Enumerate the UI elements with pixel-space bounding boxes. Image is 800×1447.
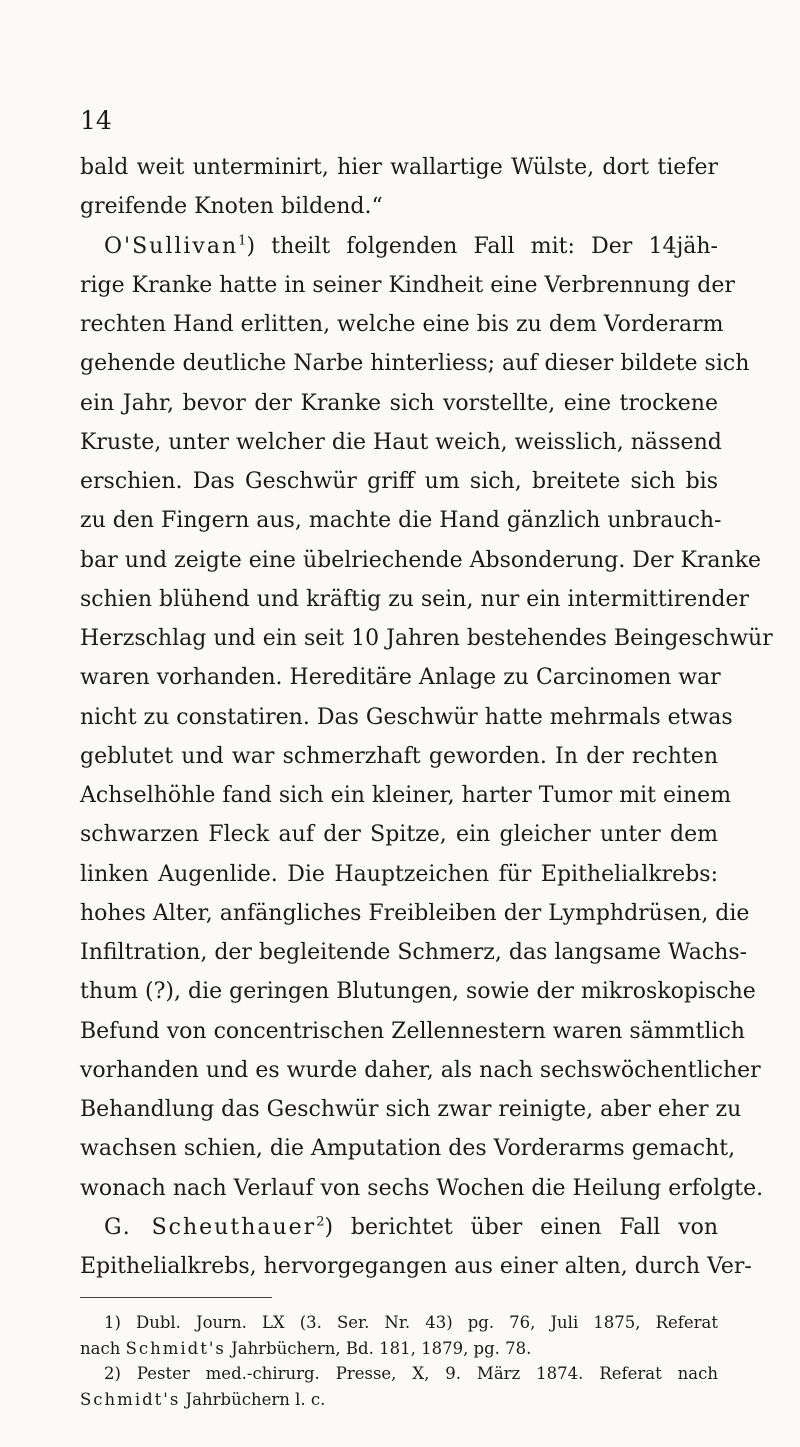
text-line: waren vorhanden. Hereditäre Anlage zu Carcinomen war (80, 665, 721, 691)
page-number: 14 (80, 106, 112, 135)
footnote-line (80, 1336, 718, 1362)
text-line: thum (?), die geringen Blutungen, sowie der mikroskopische (80, 979, 756, 1005)
text-fragment: Jahrbüchern l. c. (180, 1389, 326, 1409)
text-line: nicht zu constatiren. Das Geschwür hatte mehrmals etwas (80, 704, 733, 730)
text-line: Behandlung das Geschwür sich zwar reinigte, aber eher zu (80, 1097, 742, 1122)
author-name: Schmidt's (125, 1338, 226, 1358)
text-fragment: ) theilt folgenden Fall mit: Der 14jäh- (246, 233, 718, 259)
text-line: vorhanden und es wurde daher, als nach sechswöchentlicher (80, 1057, 761, 1083)
text-line: zu den Fingern aus, machte die Hand gänzlich unbrauch- (80, 508, 722, 534)
text-line: erschien. Das Geschwür griff um sich, breitete sich bis (80, 469, 718, 494)
footnote-divider (80, 1297, 272, 1298)
text-line: ein Jahr, bevor der Kranke sich vorstellte, eine trockene (80, 390, 718, 416)
text-line: Achselhöhle fand sich ein kleiner, harter Tumor mit einem (80, 783, 732, 808)
text-line: wachsen schien, die Amputation des Vorderarms gemacht, (80, 1136, 736, 1162)
text-line: rechten Hand erlitten, welche eine bis zu dem Vorderarm (80, 312, 724, 337)
text-line: Epithelialkrebs, hervorgegangen aus einer alten, durch Ver- (80, 1254, 752, 1279)
footnote-line (80, 1387, 718, 1413)
footnote-ref: 1 (238, 233, 247, 249)
text-line: schwarzen Fleck auf der Spitze, ein gleicher unter dem (80, 822, 718, 848)
text-line: Herzschlag und ein seit 10 Jahren bestehendes Beingeschwür (80, 626, 773, 651)
footnote-line: 1) Dubl. Journ. LX (3. Ser. Nr. 43) pg. 76, Juli 1875, Referat (104, 1313, 718, 1332)
text-line: wonach nach Verlauf von sechs Wochen die Heilung erfolgte. (80, 1175, 764, 1201)
text-fragment: ) berichtet über einen Fall von (324, 1214, 718, 1240)
text-line: gehende deutliche Narbe hinterliess; auf dieser bildete sich (80, 351, 750, 377)
footnote-line: 2) Pester med.-chirurg. Presse, X, 9. März 1874. Referat nach (104, 1364, 718, 1383)
text-line: geblutet und war schmerzhaft geworden. In der rechten (80, 743, 718, 769)
text-line: Kruste, unter welcher die Haut weich, weisslich, nässend (80, 429, 722, 455)
text-fragment: Jahrbüchern, Bd. 181, 1879, pg. 78. (225, 1338, 532, 1358)
author-name: G. Scheuthauer (104, 1214, 317, 1240)
text-line: Befund von concentrischen Zellennestern waren sämmtlich (80, 1018, 745, 1044)
text-line: schien blühend und kräftig zu sein, nur ein intermittirender (80, 586, 750, 612)
footnote-ref: 2 (316, 1214, 325, 1230)
author-name: O'Sullivan (104, 233, 239, 259)
footnotes (80, 1310, 718, 1412)
text-line (80, 227, 718, 266)
text-line: Infiltration, der begleitende Schmerz, das langsame Wachs- (80, 940, 748, 965)
text-fragment: nach (80, 1338, 126, 1358)
text-line: greifende Knoten bildend.“ (80, 194, 383, 220)
text-line: linken Augenlide. Die Hauptzeichen für Epithelialkrebs: (80, 861, 718, 887)
text-line: bald weit unterminirt, hier wallartige Wülste, dort tiefer (80, 155, 718, 180)
text-line: rige Kranke hatte in seiner Kindheit eine Verbrennung der (80, 272, 735, 298)
text-line (80, 1208, 718, 1247)
body-text (80, 148, 773, 1286)
author-name: Schmidt's (80, 1389, 181, 1409)
text-line: hohes Alter, anfängliches Freibleiben der Lymphdrüsen, die (80, 900, 750, 926)
text-line: bar und zeigte eine übelriechende Absonderung. Der Kranke (80, 547, 762, 573)
